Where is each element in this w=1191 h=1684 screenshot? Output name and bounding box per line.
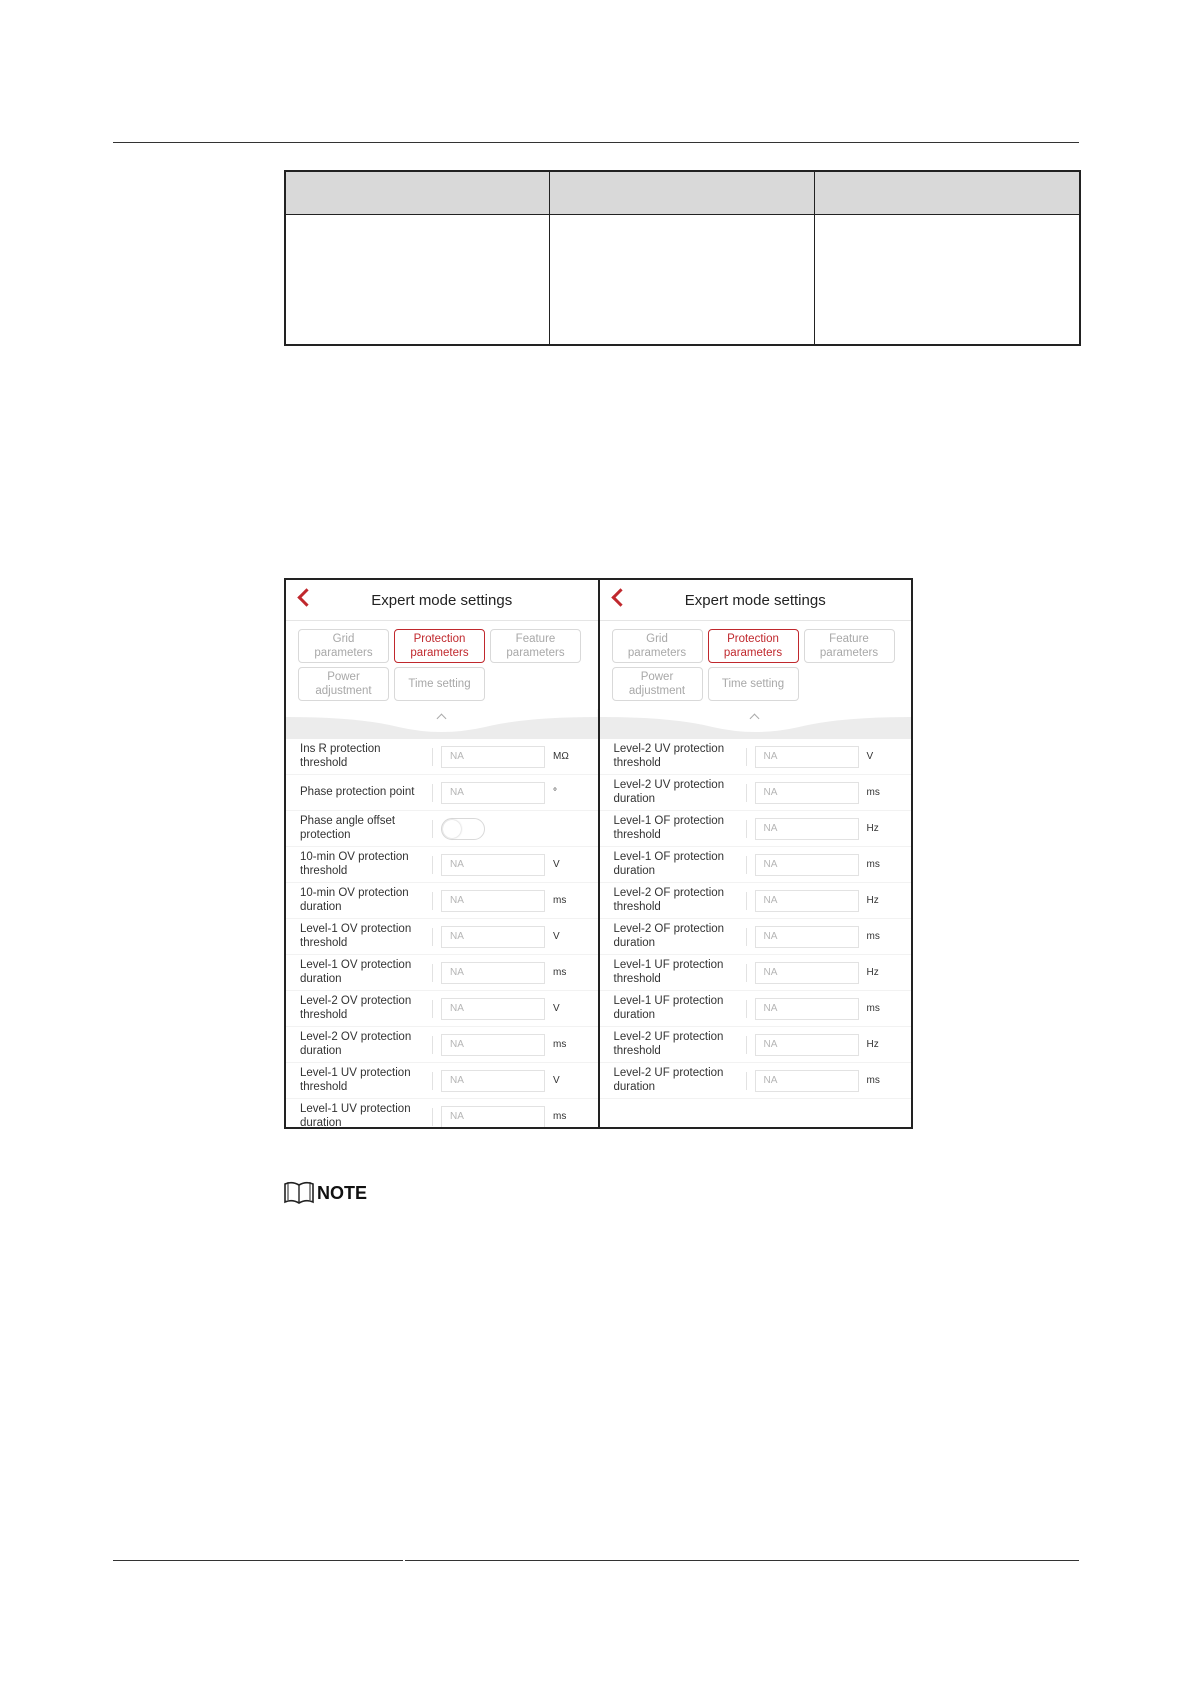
setting-input[interactable]: NA — [755, 746, 859, 768]
setting-label: Level-1 UV protection threshold — [300, 1067, 411, 1093]
settings-row — [600, 739, 912, 775]
unit-label: MΩ — [553, 751, 569, 762]
divider — [746, 892, 747, 910]
divider — [746, 784, 747, 802]
settings-row — [286, 1063, 598, 1099]
settings-row — [600, 811, 912, 847]
setting-input[interactable]: NA — [441, 1034, 545, 1056]
settings-row — [600, 919, 912, 955]
tab-time-setting[interactable]: Time setting — [708, 667, 799, 701]
settings-row — [600, 991, 912, 1027]
screenshot-pair — [284, 578, 913, 1129]
setting-input[interactable]: NA — [755, 818, 859, 840]
unit-label: ms — [553, 1039, 567, 1050]
settings-list — [286, 739, 598, 1127]
setting-input[interactable]: NA — [441, 998, 545, 1020]
unit-label: ms — [553, 967, 567, 978]
setting-input[interactable]: NA — [441, 926, 545, 948]
divider — [432, 784, 433, 802]
divider — [746, 928, 747, 946]
unit-label: ms — [866, 1075, 880, 1086]
settings-row — [286, 1027, 598, 1063]
divider — [432, 856, 433, 874]
setting-input[interactable]: NA — [755, 854, 859, 876]
setting-input[interactable]: NA — [755, 1034, 859, 1056]
divider — [432, 820, 433, 838]
settings-row — [286, 883, 598, 919]
divider — [432, 1072, 433, 1090]
settings-row — [600, 775, 912, 811]
divider — [432, 964, 433, 982]
tab-grid-parameters[interactable]: Grid parameters — [298, 629, 389, 663]
setting-label: Level-1 UF protection threshold — [613, 959, 724, 985]
setting-label: Phase angle offset protection — [300, 815, 396, 841]
setting-label: Level-2 UF protection duration — [613, 1067, 724, 1093]
setting-input[interactable]: NA — [755, 782, 859, 804]
settings-row — [600, 1063, 912, 1099]
divider — [746, 1072, 747, 1090]
setting-label: Ins R protection threshold — [300, 743, 381, 769]
unit-label: V — [553, 1003, 560, 1014]
setting-input[interactable]: NA — [755, 962, 859, 984]
setting-label: Level-1 OV protection duration — [300, 959, 412, 985]
phone-header — [600, 580, 912, 621]
setting-input[interactable]: NA — [441, 854, 545, 876]
divider — [746, 748, 747, 766]
settings-row — [286, 739, 598, 775]
divider — [432, 748, 433, 766]
setting-input[interactable]: NA — [755, 890, 859, 912]
unit-label: ms — [553, 1111, 567, 1122]
settings-row — [600, 955, 912, 991]
settings-list — [600, 739, 912, 1099]
unit-label: ms — [866, 1003, 880, 1014]
divider — [746, 856, 747, 874]
settings-row — [286, 811, 598, 847]
tab-feature-parameters[interactable]: Feature parameters — [490, 629, 581, 663]
divider — [432, 1036, 433, 1054]
table-header-cell — [286, 172, 550, 215]
unit-label: ms — [866, 859, 880, 870]
unit-label: Hz — [866, 895, 879, 906]
setting-input[interactable]: NA — [441, 746, 545, 768]
settings-row — [286, 919, 598, 955]
unit-label: Hz — [866, 967, 879, 978]
page-title: Expert mode settings — [371, 591, 513, 609]
tab-power-adjustment[interactable]: Power adjustment — [298, 667, 389, 701]
unit-label: ms — [866, 931, 880, 942]
settings-row — [286, 847, 598, 883]
setting-label: Level-2 OV protection threshold — [300, 995, 412, 1021]
divider — [432, 1108, 433, 1126]
collapse-band[interactable] — [600, 709, 912, 739]
tab-feature-parameters[interactable]: Feature parameters — [804, 629, 895, 663]
divider — [746, 964, 747, 982]
table-header-cell — [815, 172, 1079, 215]
phone-screen-right — [600, 580, 912, 1127]
setting-input[interactable]: NA — [755, 1070, 859, 1092]
parameter-table — [284, 170, 1081, 346]
table-cell — [815, 215, 1079, 344]
tab-grid-parameters[interactable]: Grid parameters — [612, 629, 703, 663]
table-cell — [550, 215, 814, 344]
setting-label: Level-1 UF protection duration — [613, 995, 724, 1021]
divider — [432, 1000, 433, 1018]
unit-label: ms — [553, 895, 567, 906]
settings-row — [286, 775, 598, 811]
footer-rule — [405, 1560, 1079, 1561]
book-icon — [283, 1180, 315, 1206]
setting-input[interactable]: NA — [755, 998, 859, 1020]
settings-row — [286, 955, 598, 991]
setting-label: Level-1 UV protection duration — [300, 1103, 411, 1127]
note-heading — [283, 1180, 367, 1206]
divider — [746, 1036, 747, 1054]
setting-input[interactable]: NA — [441, 962, 545, 984]
setting-label: Phase protection point — [300, 785, 415, 798]
unit-label: Hz — [866, 1039, 879, 1050]
setting-label: Level-2 UF protection threshold — [613, 1031, 724, 1057]
setting-input[interactable]: NA — [755, 926, 859, 948]
page-title: Expert mode settings — [684, 591, 826, 609]
settings-row — [600, 883, 912, 919]
setting-label: Level-1 OF protection threshold — [613, 815, 725, 841]
setting-label: 10-min OV protection duration — [300, 887, 409, 913]
setting-input[interactable]: NA — [441, 1106, 545, 1128]
setting-input[interactable]: NA — [441, 1070, 545, 1092]
unit-label: V — [553, 931, 560, 942]
divider — [746, 820, 747, 838]
settings-row — [286, 1099, 598, 1127]
note-label: NOTE — [317, 1182, 368, 1203]
tab-bar — [286, 621, 598, 701]
tab-power-adjustment[interactable]: Power adjustment — [612, 667, 703, 701]
unit-label: ms — [866, 787, 880, 798]
unit-label: ° — [553, 787, 557, 798]
phase-offset-toggle[interactable] — [441, 818, 485, 840]
setting-label: Level-2 UV protection duration — [613, 779, 725, 805]
setting-label: Level-2 OF protection threshold — [613, 887, 725, 913]
setting-input[interactable]: NA — [441, 890, 545, 912]
setting-label: Level-1 OF protection duration — [613, 851, 725, 877]
setting-label: Level-2 OF protection duration — [613, 923, 725, 949]
collapse-band[interactable] — [286, 709, 598, 739]
header-rule — [113, 142, 1079, 143]
divider — [746, 1000, 747, 1018]
tab-bar — [600, 621, 912, 701]
phone-header — [286, 580, 598, 621]
tab-time-setting[interactable]: Time setting — [394, 667, 485, 701]
unit-label: Hz — [866, 823, 879, 834]
unit-label: V — [553, 1075, 560, 1086]
table-header-cell — [550, 172, 814, 215]
setting-label: Level-2 OV protection duration — [300, 1031, 412, 1057]
unit-label: V — [553, 859, 560, 870]
settings-row — [286, 991, 598, 1027]
divider — [432, 928, 433, 946]
table-cell — [286, 215, 550, 344]
settings-row — [600, 1027, 912, 1063]
setting-label: 10-min OV protection threshold — [300, 851, 409, 877]
tab-protection-parameters[interactable]: Protection parameters — [708, 629, 799, 663]
setting-input[interactable]: NA — [441, 782, 545, 804]
setting-label: Level-1 OV protection threshold — [300, 923, 412, 949]
settings-row — [600, 847, 912, 883]
unit-label: V — [866, 751, 874, 762]
footer-rule — [113, 1560, 403, 1561]
divider — [432, 892, 433, 910]
tab-protection-parameters[interactable]: Protection parameters — [394, 629, 485, 663]
phone-screen-left — [286, 580, 600, 1127]
setting-label: Level-2 UV protection threshold — [613, 743, 725, 769]
